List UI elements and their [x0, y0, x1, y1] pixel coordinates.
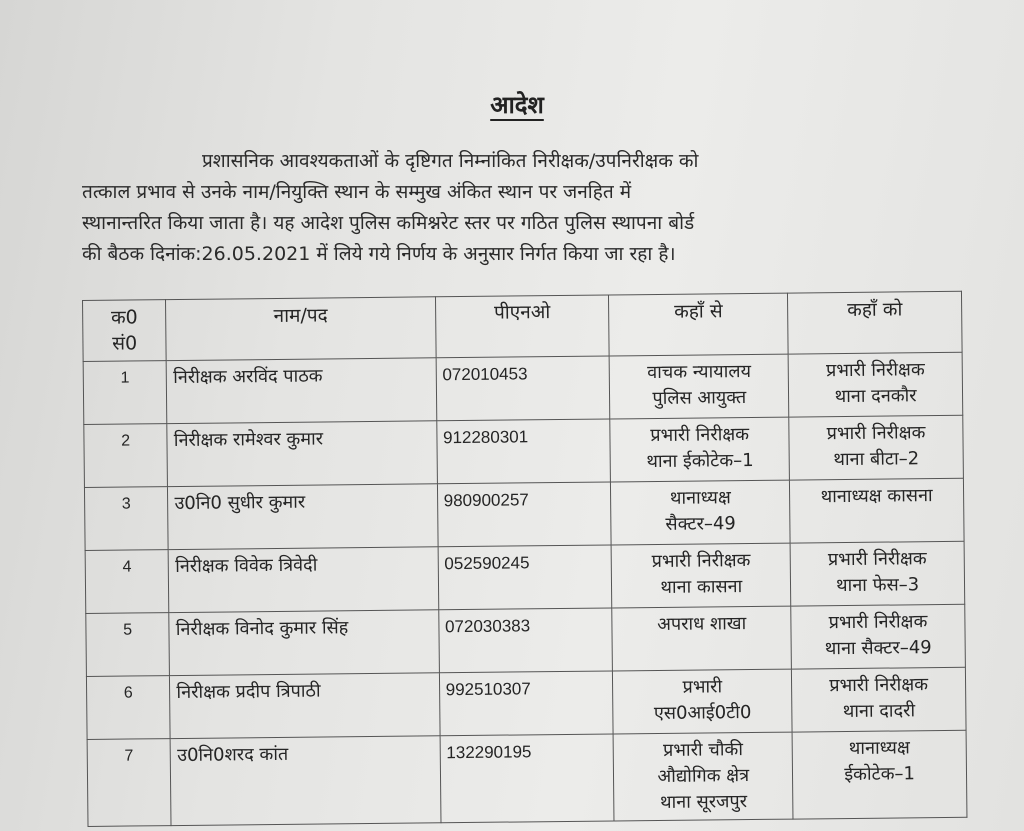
header-pno: पीएनओ — [435, 295, 609, 358]
header-name: नाम/पद — [166, 297, 436, 361]
pno-cell: 980900257 — [437, 482, 611, 547]
header-from: कहाँ से — [609, 293, 788, 356]
pno-cell: 052590245 — [438, 545, 612, 610]
table-row — [86, 667, 966, 739]
paragraph-line: की बैठक दिनांक:26.05.2021 में लिये गये निर्णय के अनुसार निर्गत किया जा रहा है। — [82, 243, 676, 265]
name-cell: उ0नि0 सुधीर कुमार — [168, 484, 438, 550]
pno-cell: 912280301 — [436, 419, 610, 484]
name-cell: उ0नि0शरद कांत — [170, 736, 440, 826]
header-to: कहाँ को — [788, 291, 962, 354]
serial-cell: 2 — [84, 424, 168, 488]
pno-cell: 072030383 — [438, 608, 612, 673]
serial-cell: 1 — [83, 361, 167, 425]
serial-cell: 6 — [86, 676, 170, 740]
document-title: आदेश — [490, 91, 544, 119]
name-cell: निरीक्षक विनोद कुमार सिंह — [169, 610, 439, 676]
transfer-table — [82, 291, 967, 827]
pno-cell: 992510307 — [439, 671, 613, 736]
from-cell: अपराध शाखा — [612, 606, 791, 671]
paragraph-line: तत्काल प्रभाव से उनके नाम/नियुक्ति स्थान के सम्मुख अंकित स्थान पर जनहित में — [82, 181, 632, 203]
table-row — [83, 352, 963, 424]
from-cell: प्रभारी चौकी औद्योगिक क्षेत्र थाना सूरजपुर — [613, 732, 793, 821]
table-header-row — [83, 291, 963, 361]
to-cell: प्रभारी निरीक्षक थाना दादरी — [792, 667, 966, 732]
to-cell: थानाध्यक्ष ईकोटेक–1 — [792, 730, 967, 819]
to-cell: प्रभारी निरीक्षक थाना फेस–3 — [790, 541, 964, 606]
table-row — [87, 730, 967, 826]
from-cell: वाचक न्यायालय पुलिस आयुक्त — [609, 354, 788, 419]
to-cell: प्रभारी निरीक्षक थाना बीटा–2 — [789, 415, 963, 480]
table-row — [86, 604, 966, 676]
from-cell: प्रभारी निरीक्षक थाना कासना — [611, 543, 790, 608]
serial-cell: 3 — [84, 487, 168, 551]
name-cell: निरीक्षक अरविंद पाठक — [167, 358, 437, 424]
name-cell: निरीक्षक विवेक त्रिवेदी — [168, 547, 438, 613]
pno-cell: 072010453 — [436, 356, 610, 421]
from-cell: प्रभारी एस0आई0टी0 — [613, 669, 792, 734]
paragraph-line: प्रशासनिक आवश्यकताओं के दृष्टिगत निम्नांकित निरीक्षक/उपनिरीक्षक को — [202, 150, 699, 172]
to-cell: प्रभारी निरीक्षक थाना दनकौर — [788, 352, 962, 417]
pno-cell: 132290195 — [440, 734, 615, 823]
table-row — [84, 415, 964, 487]
header-serial: क0 सं0 — [83, 300, 167, 362]
to-cell: थानाध्यक्ष कासना — [790, 478, 964, 543]
table-row — [85, 541, 965, 613]
name-cell: निरीक्षक प्रदीप त्रिपाठी — [170, 673, 440, 739]
serial-cell: 5 — [86, 613, 170, 677]
serial-cell: 4 — [85, 550, 169, 614]
order-paragraph — [82, 146, 950, 270]
name-cell: निरीक्षक रामेश्वर कुमार — [167, 421, 437, 487]
serial-cell: 7 — [87, 739, 171, 827]
from-cell: प्रभारी निरीक्षक थाना ईकोटेक–1 — [610, 417, 789, 482]
from-cell: थानाध्यक्ष सैक्टर–49 — [611, 480, 790, 545]
paragraph-line: स्थानान्तरित किया जाता है। यह आदेश पुलिस कमिश्नरेट स्तर पर गठित पुलिस स्थापना बोर्ड — [82, 212, 695, 234]
table-row — [84, 478, 964, 550]
to-cell: प्रभारी निरीक्षक थाना सैक्टर–49 — [791, 604, 965, 669]
